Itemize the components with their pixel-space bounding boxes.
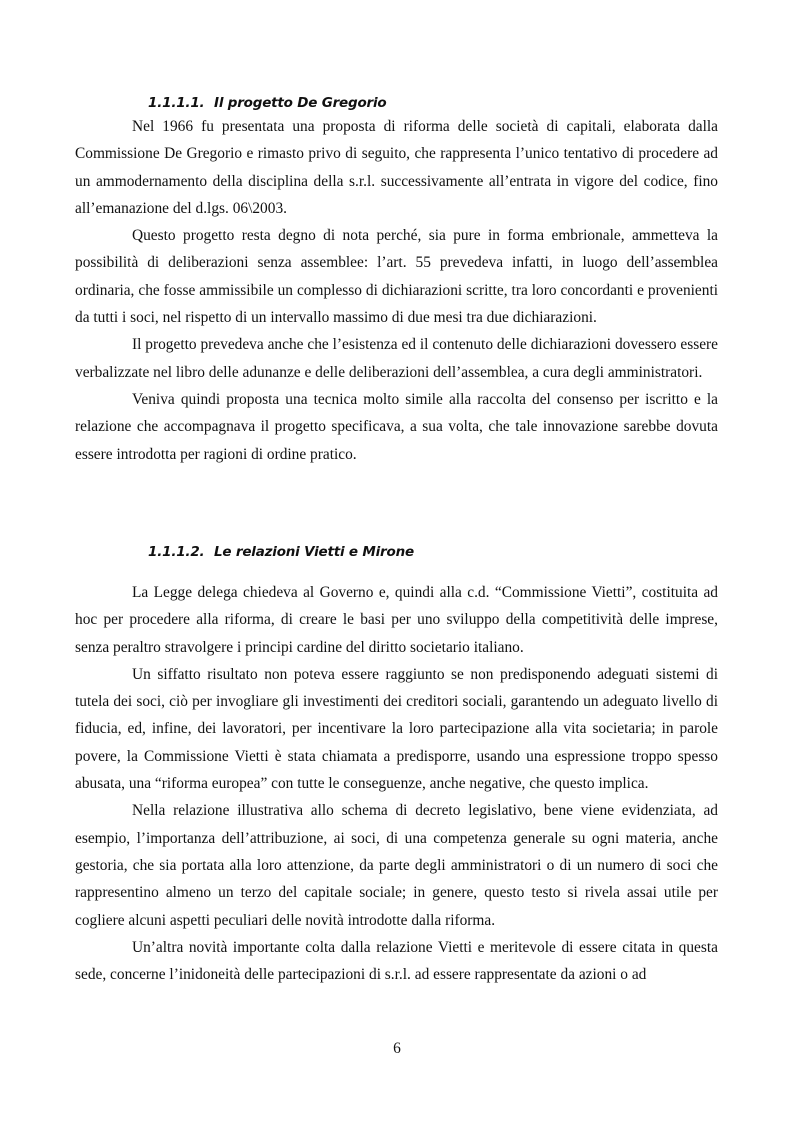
paragraph: Il progetto prevedeva anche che l’esistenza ed il contenuto delle dichiarazioni dovessero essere verbalizzate nel libro delle adunanze e delle deliberazioni dell’assemblea, a cura degli amministratori. — [75, 336, 718, 381]
section-number: 1.1.1.1. — [148, 95, 205, 111]
page-number: 6 — [393, 1040, 401, 1057]
section-heading-2 — [148, 544, 414, 560]
paragraph: Nella relazione illustrativa allo schema di decreto legislativo, bene viene evidenziata, ad esempio, l’importanza dell’attribuzione, ai soci, di una competenza generale su ogni materia, anche gestoria, che sia portata alla loro attenzione, da parte degli amministratori o di un numero di soci che rappresentino almeno un terzo del capitale sociale; in genere, questo testo si rivela assai utile per cogliere alcuni aspetti peculiari delle novità introdotte dalla riforma. — [75, 802, 718, 929]
paragraph: Questo progetto resta degno di nota perché, sia pure in forma embrionale, ammetteva la possibilità di deliberazioni senza assemblee: l’art. 55 prevedeva infatti, in luogo dell’assemblea ordinaria, che fosse ammissibile un complesso di dichiarazioni scritte, tra loro concordanti e provenienti da tutti i soci, nel rispetto di un intervallo massimo di due mesi tra due dichiarazioni. — [75, 227, 718, 327]
paragraph: Un siffatto risultato non poteva essere raggiunto se non predisponendo adeguati sistemi di tutela dei soci, ciò per invogliare gli investimenti dei creditori sociali, garantendo un adeguato livello di fiducia, ed, infine, dei lavoratori, per incentivare la loro partecipazione alla vita societaria; in parole povere, la Commissione Vietti è stata chiamata a predisporre, usando una espressione troppo spesso abusata, una “riforma europea” con tutte le conseguenze, anche negative, che questo implica. — [75, 665, 718, 793]
section-number: 1.1.1.2. — [148, 544, 205, 560]
paragraph: Veniva quindi proposta una tecnica molto simile alla raccolta del consenso per iscritto e la relazione che accompagnava il progetto specificava, a sua volta, che tale innovazione sarebbe dovuta essere introdotta per ragioni di ordine pratico. — [75, 390, 718, 463]
section-title: Il progetto De Gregorio — [214, 95, 387, 111]
paragraph: Un’altra novità importante colta dalla relazione Vietti e meritevole di essere citata in questa sede, concerne l’inidoneità delle partecipazioni di s.r.l. ad essere rappresentate da azioni o ad — [75, 938, 718, 984]
section-body-2 — [75, 579, 718, 988]
section-body-1 — [75, 113, 718, 468]
paragraph: Nel 1966 fu presentata una proposta di riforma delle società di capitali, elaborata dalla Commissione De Gregorio e rimasto privo di seguito, che rappresenta l’unico tentativo di procedere ad un ammodernamento della disciplina della s.r.l. successivamente all’entrata in vigore del codice, fino all’emanazione del d.lgs. 06\2003. — [75, 118, 718, 217]
section-heading-1 — [148, 95, 387, 111]
section-title: Le relazioni Vietti e Mirone — [214, 544, 414, 560]
paragraph: La Legge delega chiedeva al Governo e, quindi alla c.d. “Commissione Vietti”, costituita ad hoc per procedere alla riforma, di creare le basi per uno sviluppo della competitività delle imprese, senza peraltro stravolgere i principi cardine del diritto societario italiano. — [75, 584, 718, 656]
